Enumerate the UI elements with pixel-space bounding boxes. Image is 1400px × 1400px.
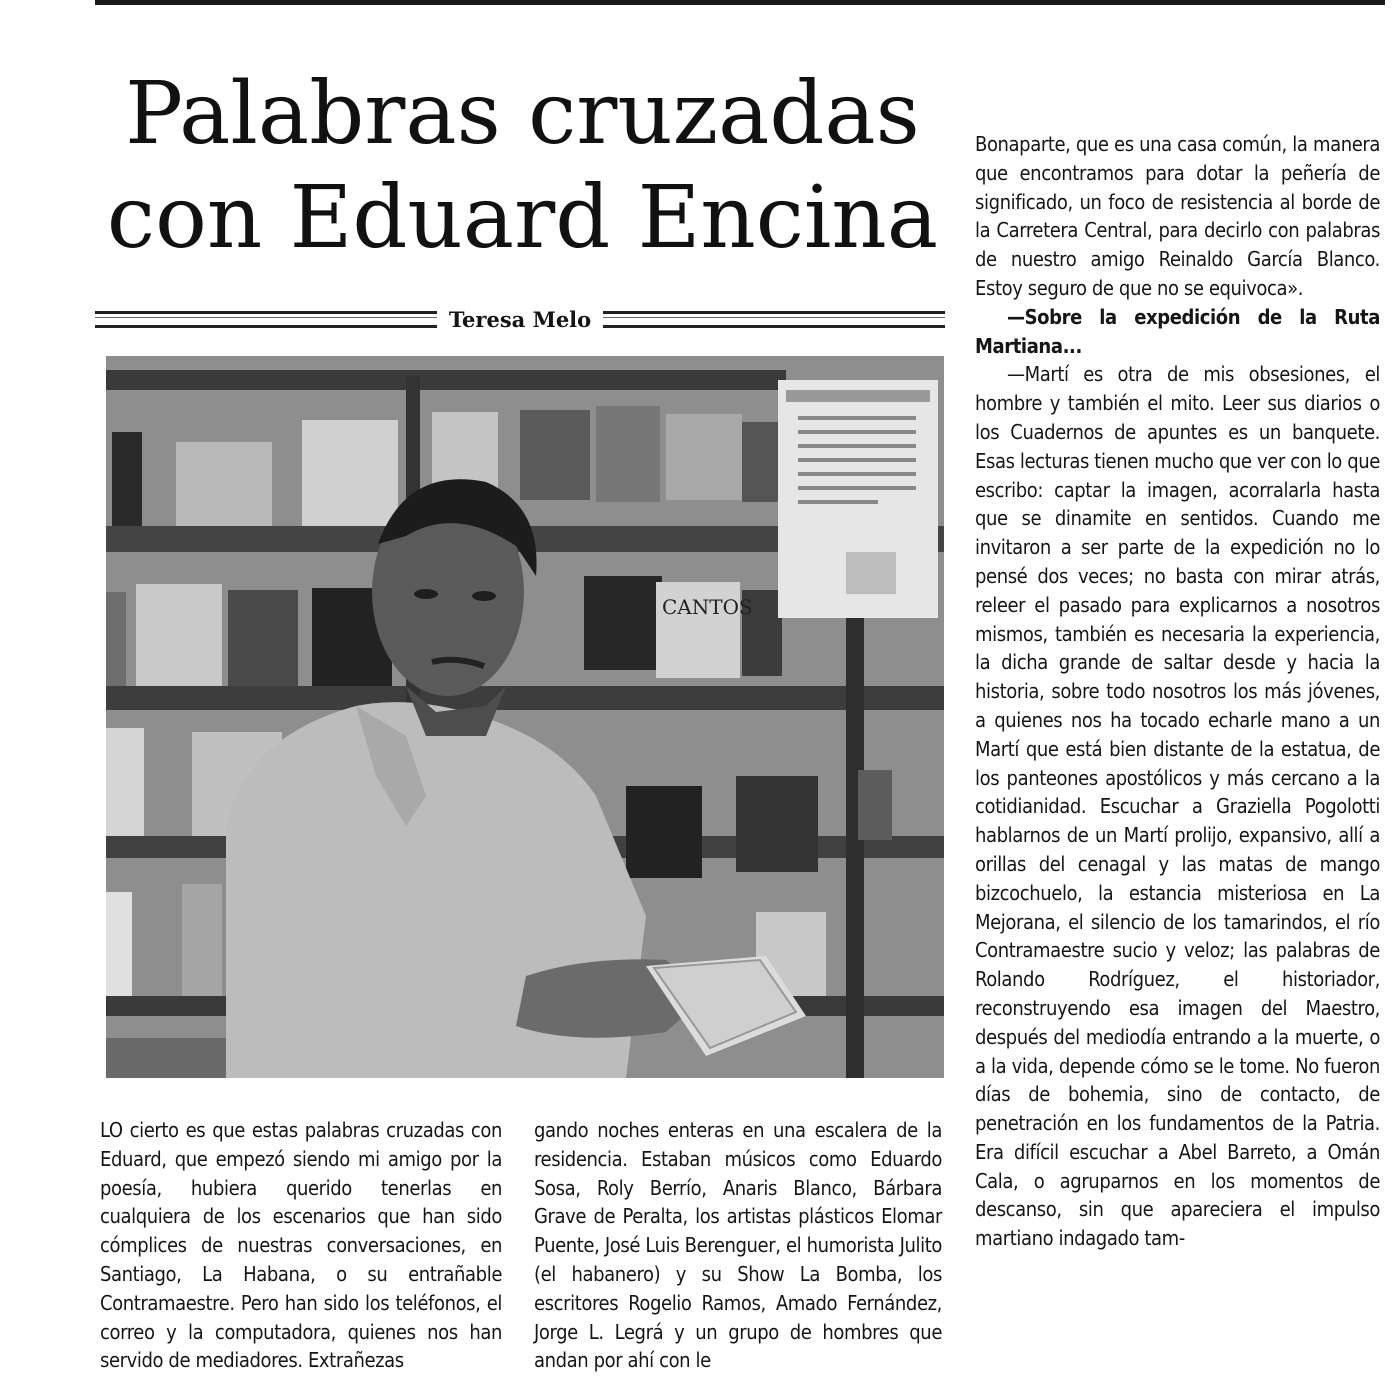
photo-illustration xyxy=(106,356,944,1078)
column-3-intro: Bonaparte, que es una casa común, la manera que encontramos para dotar la peñería de significado, un foco de resistencia al borde de la Carretera Central, para decirlo con palabras de nuestro amigo Reinaldo García Blanco. Estoy seguro de que no se equivoca». xyxy=(975,132,1380,300)
article-title xyxy=(100,62,945,270)
byline-rule-left xyxy=(95,311,437,328)
top-rule xyxy=(95,0,1385,5)
article-photo xyxy=(106,356,944,1078)
interview-question: —Sobre la expedición de la Ruta Martiana... xyxy=(975,304,1380,358)
column-2-paragraph: gando noches enteras en una escalera de la residencia. Estaban músicos como Eduardo Sosa, Roly Berrío, Anaris Blanco, Bárbara Grave de Peralta, los artistas plásticos Elomar Puente, José Luis Berenguer, el humorista Julito (el habanero) y su Show La Bomba, los escritores Rogelio Ramos, Amado Fernández, Jorge L. Legrá y un grupo de hombres que andan por ahí con le xyxy=(534,1118,942,1373)
byline xyxy=(95,304,945,334)
column-1-paragraph: LO cierto es que estas palabras cruzadas con Eduard, que empezó siendo mi amigo por la poesía, hubiera querido tenerlas en cualquiera de los escenarios que han sido cómplices de nuestras conversaciones, en Santiago, La Habana, o su entrañable Contramaestre. Pero han sido los teléfonos, el correo y la computadora, quienes nos han servido de mediadores. Extrañezas xyxy=(100,1118,502,1373)
interview-answer: —Martí es otra de mis obsesiones, el hombre y también el mito. Leer sus diarios o los Cuadernos de apuntes es un banquete. Esas lecturas tienen mucho que ver con lo que escribo: captar la imagen, acorralarla hasta que se dinamite en sentidos. Cuando me invitaron a ser parte de la expedición no lo pensé dos veces; no basta con mirar atrás, releer el pasado para explicarnos a nosotros mismos, también es necesaria la experiencia, la dicha grande de saltar desde y hacia la historia, sobre todo nosotros los más jóvenes, a quienes nos ha tocado echarle mano a un Martí que está bien distante de la estatua, de los panteones apostólicos y más cercano a la cotidianidad. Escuchar a Graziella Pogolotti hablarnos de un Martí prolijo, expansivo, allí a orillas del cenagal y las matas de mango bizcochuelo, la estancia misteriosa en La Mejorana, el silencio de los tamarindos, el río Contramaestre sucio y veloz; las palabras de Rolando Rodríguez, el historiador, reconstruyendo esa imagen del Maestro, después del mediodía entrando a la muerte, o a la vida, depende cómo se le tome. No fueron días de bohemia, sino de contacto, de penetración en los fundamentos de la Patria. Era difícil escuchar a Abel Barreto, a Omán Cala, o agruparnos en los momentos de descanso, sin que apareciera el impulso martiano indagado tam- xyxy=(975,362,1380,1251)
title-line-2: con Eduard Encina xyxy=(106,168,939,268)
article-column-2 xyxy=(534,1116,942,1375)
book-cover-title: CANTOS xyxy=(662,595,753,619)
article-column-1 xyxy=(100,1116,502,1375)
byline-rule-right xyxy=(603,311,945,328)
article-column-3 xyxy=(975,130,1380,1253)
title-line-1: Palabras cruzadas xyxy=(125,64,920,164)
author-name: Teresa Melo xyxy=(448,306,592,332)
